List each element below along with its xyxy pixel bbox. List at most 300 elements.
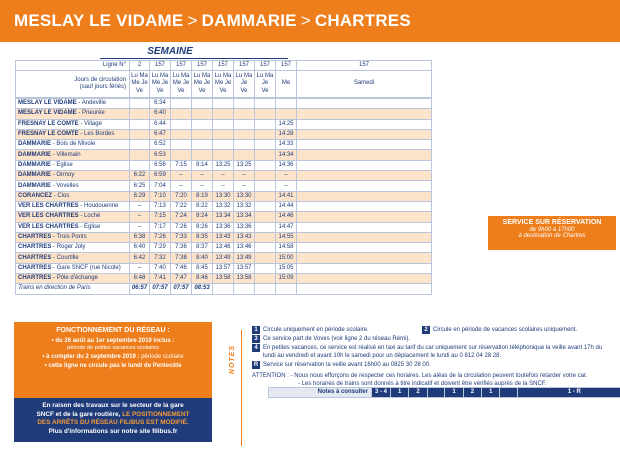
stop-name-cell — [16, 160, 130, 170]
time-cell: 13:32 — [213, 201, 234, 211]
time-cell: – — [276, 181, 297, 191]
time-cell: 14:55 — [276, 232, 297, 242]
note-text: Circule en période de vacances scolaires uniquement. — [433, 327, 578, 333]
time-cell: 7:13 — [150, 201, 171, 211]
time-cell: 7:22 — [171, 201, 192, 211]
time-cell — [234, 140, 255, 150]
route-destination: CHARTRES — [314, 11, 411, 30]
time-cell: 13:57 — [234, 263, 255, 273]
route-title — [14, 11, 411, 31]
stop-place: Ormoy — [56, 172, 75, 179]
line-number-cell: 157 — [171, 61, 192, 71]
stop-place: Villemain — [56, 151, 81, 158]
time-cell — [255, 129, 276, 139]
time-cell — [297, 150, 432, 160]
notes-cell: 2 — [409, 387, 427, 397]
stop-place: Eglise — [56, 161, 73, 168]
time-cell — [255, 160, 276, 170]
time-cell: 7:10 — [150, 191, 171, 201]
time-cell: 6:56 — [150, 160, 171, 170]
time-cell: 13:57 — [213, 263, 234, 273]
days-text: Lu Ma — [214, 72, 232, 79]
time-cell: 14:47 — [276, 222, 297, 232]
time-cell: – — [130, 201, 150, 211]
note — [422, 326, 612, 334]
time-cell: 6:59 — [150, 171, 171, 181]
line-number-cell: 157 — [276, 61, 297, 71]
time-cell — [297, 253, 432, 263]
table-row — [16, 99, 432, 109]
stop-separator: - — [51, 151, 57, 158]
operation-item: • cette ligne ne circule pas le lundi de Pentecôte — [44, 363, 182, 369]
time-cell: 7:26 — [171, 222, 192, 232]
time-cell — [171, 140, 192, 150]
table-row — [16, 191, 432, 201]
days-text: Me Je — [131, 80, 148, 87]
operation-item-text: • à compter du 2 septembre 2019 : — [42, 354, 140, 360]
stop-town: DAMMARIE — [18, 151, 51, 158]
stop-place: Vovelles — [56, 182, 79, 189]
days-cell — [297, 71, 432, 98]
stop-separator: - — [51, 254, 57, 261]
time-cell: 6:25 — [130, 181, 150, 191]
time-cell: 7:17 — [150, 222, 171, 232]
time-cell — [255, 99, 276, 109]
days-cell — [234, 71, 255, 98]
time-cell — [276, 99, 297, 109]
time-cell: 14:41 — [276, 191, 297, 201]
time-cell — [213, 140, 234, 150]
time-cell: 15:09 — [276, 274, 297, 284]
train-time-cell — [276, 284, 297, 294]
stop-separator: - — [51, 141, 57, 148]
time-cell: 7:15 — [150, 212, 171, 222]
time-cell: 13:34 — [213, 212, 234, 222]
days-text: Lu Ma — [235, 72, 253, 79]
stop-separator: - — [78, 223, 85, 230]
time-cell — [297, 212, 432, 222]
time-cell: 6:29 — [130, 191, 150, 201]
table-row — [16, 222, 432, 232]
works-highlight: DES ARRÊTS DU RÉSEAU FILIBUS EST MODIFIÉ. — [37, 419, 189, 426]
stop-town: CHARTRES — [18, 234, 52, 240]
stop-separator: - — [51, 234, 57, 240]
stop-town: DAMMARIE — [18, 141, 51, 148]
time-cell: 15:00 — [276, 253, 297, 263]
stop-town: DAMMARIE — [18, 172, 51, 179]
stop-separator: - — [76, 100, 82, 107]
semaine-underline — [100, 58, 288, 59]
time-cell: 13:49 — [234, 253, 255, 263]
time-cell — [255, 171, 276, 181]
time-cell — [255, 232, 276, 242]
time-cell: 13:46 — [213, 243, 234, 253]
service-box-hours: de 9h00 à 17h00 — [529, 227, 575, 233]
time-cell — [255, 109, 276, 119]
time-cell: – — [171, 171, 192, 181]
stop-town: DAMMARIE — [18, 161, 51, 168]
time-cell — [171, 119, 192, 129]
days-text: Ve — [261, 87, 269, 94]
time-cell — [297, 222, 432, 232]
route-separator: > — [187, 11, 198, 30]
stop-name-cell — [16, 263, 130, 273]
time-cell: 8:40 — [192, 253, 213, 263]
days-cell — [255, 71, 276, 98]
time-cell: 13:30 — [213, 191, 234, 201]
time-cell: 8:46 — [192, 274, 213, 284]
works-line: En raison des travaux sur le secteur de la gare — [42, 402, 184, 409]
stop-separator: - — [51, 275, 57, 282]
table-row — [16, 263, 432, 273]
time-cell: 8:22 — [192, 201, 213, 211]
stop-name-cell — [16, 150, 130, 160]
time-cell: 6:53 — [150, 150, 171, 160]
stop-town: MESLAY LE VIDAME — [18, 100, 77, 107]
notes-cell: 1 - R — [518, 387, 620, 397]
time-cell: 13:46 — [234, 243, 255, 253]
stop-name-cell — [16, 201, 130, 211]
days-text: Lu Ma — [151, 72, 169, 79]
train-time-cell: 07:57 — [150, 284, 171, 294]
train-time-cell — [234, 284, 255, 294]
note-badge: 4 — [252, 344, 260, 352]
network-operation-title: FONCTIONNEMENT DU RÉSEAU : — [56, 327, 170, 334]
line-number-cell: 157 — [234, 61, 255, 71]
time-cell — [130, 160, 150, 170]
days-cell — [150, 71, 171, 98]
train-time-cell: 08:53 — [192, 284, 213, 294]
days-text: Lu Ma — [131, 72, 148, 79]
stop-name-cell — [16, 129, 130, 139]
line-number-cell: 157 — [297, 61, 432, 71]
line-number-cell: 2 — [130, 61, 150, 71]
time-cell: – — [234, 181, 255, 191]
stop-town: CHARTRES — [18, 254, 52, 261]
stop-separator: - — [78, 120, 85, 127]
notes-cell: 1 — [482, 387, 500, 397]
days-text: Me — [281, 80, 291, 87]
works-line — [20, 411, 206, 420]
stop-place: Gare SNCF (rue Nicole) — [56, 264, 121, 271]
time-cell: 13:49 — [213, 253, 234, 263]
stop-name-cell — [16, 232, 130, 242]
time-cell: 8:45 — [192, 263, 213, 273]
line-number-row — [16, 61, 432, 71]
notes-cell — [500, 387, 518, 397]
time-cell: – — [130, 222, 150, 232]
stop-place: Prieurée — [82, 110, 105, 117]
stop-name-cell — [16, 109, 130, 119]
days-text: Lu Ma — [256, 72, 274, 79]
stop-separator: - — [52, 192, 58, 199]
trains-label: Trains en direction de Paris — [16, 284, 130, 294]
stop-separator: - — [78, 203, 85, 210]
note-row — [252, 344, 616, 360]
stop-name-cell — [16, 243, 130, 253]
table-row — [16, 150, 432, 160]
note-row — [252, 361, 616, 369]
note — [252, 326, 422, 334]
time-cell — [234, 150, 255, 160]
time-cell: 8:19 — [192, 191, 213, 201]
stop-name-cell — [16, 212, 130, 222]
time-cell: – — [192, 181, 213, 191]
time-cell: 7:36 — [171, 243, 192, 253]
attention-text-2: - Les horaires de trains sont donnés à titre indicatif et doivent être vérifiés auprès de la SNCF. — [298, 381, 547, 387]
time-cell: 13:58 — [234, 274, 255, 284]
time-cell: – — [234, 171, 255, 181]
time-cell: 7:15 — [171, 160, 192, 170]
notes-cell — [427, 387, 445, 397]
time-cell — [192, 129, 213, 139]
time-cell: 6:47 — [150, 129, 171, 139]
time-cell — [297, 140, 432, 150]
days-cell — [171, 71, 192, 98]
time-cell — [297, 99, 432, 109]
time-cell — [234, 119, 255, 129]
service-box-destination: à destination de Chartres — [518, 233, 586, 239]
stop-town: VER LES CHARTRES — [18, 223, 79, 230]
time-cell — [234, 109, 255, 119]
time-cell: 13:25 — [213, 160, 234, 170]
works-highlight: LE POSITIONNEMENT — [122, 410, 190, 418]
table-row — [16, 140, 432, 150]
time-cell: 7:32 — [150, 253, 171, 263]
table-row — [16, 160, 432, 170]
time-cell: 13:43 — [234, 232, 255, 242]
days-text: Samedi — [353, 80, 375, 87]
time-cell: 6:34 — [150, 99, 171, 109]
days-label-line: (sauf jours fériés) — [79, 84, 126, 90]
time-cell — [255, 222, 276, 232]
route-via: DAMMARIE — [201, 11, 297, 30]
table-row — [16, 274, 432, 284]
table-row — [16, 119, 432, 129]
time-cell: – — [213, 181, 234, 191]
time-cell — [171, 99, 192, 109]
days-text: Me Je — [172, 80, 190, 87]
time-cell: 7:29 — [150, 243, 171, 253]
time-cell: 6:40 — [150, 109, 171, 119]
time-cell: – — [171, 181, 192, 191]
route-origin: MESLAY LE VIDAME — [14, 11, 184, 30]
works-notice — [14, 398, 212, 442]
notes-sidebar — [228, 330, 242, 446]
line-number-cell: 157 — [213, 61, 234, 71]
time-cell — [255, 119, 276, 129]
stop-place: Pôle d'échange — [56, 275, 98, 282]
time-cell — [171, 129, 192, 139]
days-text: Ve — [219, 87, 227, 94]
time-cell — [234, 99, 255, 109]
operation-item — [22, 354, 204, 360]
time-cell: 6:48 — [130, 274, 150, 284]
days-label-line: Jours de circulation — [74, 76, 126, 83]
stop-town: MESLAY LE VIDAME — [18, 110, 77, 117]
train-time-cell: 07:57 — [171, 284, 192, 294]
time-cell — [192, 150, 213, 160]
stop-separator: - — [51, 172, 57, 179]
note-text: Circule uniquement en période scolaire. — [263, 327, 369, 333]
days-cell — [192, 71, 213, 98]
time-cell — [297, 274, 432, 284]
note-badge: R — [253, 362, 259, 368]
stop-town: CHARTRES — [18, 264, 52, 271]
stop-place: Village — [84, 120, 102, 127]
table-row — [16, 201, 432, 211]
line-number-cell: 157 — [255, 61, 276, 71]
stop-name-cell — [16, 181, 130, 191]
time-cell: 14:34 — [276, 150, 297, 160]
time-cell: 6:42 — [130, 253, 150, 263]
days-cell — [213, 71, 234, 98]
time-cell — [297, 191, 432, 201]
service-box-title: SERVICE SUR RÉSERVATION — [502, 219, 602, 226]
days-text: Ve — [240, 87, 248, 94]
stop-name-cell — [16, 171, 130, 181]
stop-place: Trois Ponts — [56, 234, 87, 240]
stop-name-cell — [16, 253, 130, 263]
time-cell — [192, 99, 213, 109]
time-cell — [213, 150, 234, 160]
time-cell: 14:36 — [276, 160, 297, 170]
time-cell: 14:28 — [276, 129, 297, 139]
time-cell: 13:36 — [213, 222, 234, 232]
time-cell: 7:04 — [150, 181, 171, 191]
stop-separator: - — [51, 182, 57, 189]
stop-town: FRESNAY LE COMTE — [18, 131, 79, 138]
semaine-title: SEMAINE — [147, 46, 193, 57]
time-cell: 8:14 — [192, 160, 213, 170]
time-cell — [255, 150, 276, 160]
time-cell — [213, 109, 234, 119]
time-cell — [255, 140, 276, 150]
line-number-cell: 157 — [150, 61, 171, 71]
time-cell: 8:24 — [192, 212, 213, 222]
days-cell — [130, 71, 150, 98]
stop-place: Courtille — [56, 254, 79, 261]
stop-town: CORANCEZ — [18, 192, 52, 199]
time-cell: – — [276, 171, 297, 181]
notes-list — [252, 326, 616, 388]
note-badge: 3 — [252, 335, 260, 343]
time-cell: – — [130, 263, 150, 273]
stop-town: VER LES CHARTRES — [18, 213, 79, 220]
table-row — [16, 232, 432, 242]
time-cell — [297, 243, 432, 253]
stop-name-cell — [16, 222, 130, 232]
stop-place: Eglise — [84, 223, 101, 230]
stop-name-cell — [16, 99, 130, 109]
time-cell — [255, 181, 276, 191]
time-cell: 13:58 — [213, 274, 234, 284]
notes-row — [268, 387, 620, 398]
days-text: Lu Ma — [193, 72, 211, 79]
table-row — [16, 181, 432, 191]
time-cell — [171, 109, 192, 119]
time-cell: 7:20 — [171, 191, 192, 201]
time-cell — [171, 150, 192, 160]
train-time-cell — [213, 284, 234, 294]
train-time-cell: 06:57 — [130, 284, 150, 294]
table-row — [16, 253, 432, 263]
stop-town: CHARTRES — [18, 275, 52, 282]
time-cell: 7:38 — [171, 253, 192, 263]
time-cell — [130, 119, 150, 129]
time-cell — [297, 160, 432, 170]
time-cell: 7:33 — [171, 232, 192, 242]
trains-row — [16, 284, 432, 294]
time-cell — [297, 263, 432, 273]
notes-cell: 1 — [445, 387, 463, 397]
time-cell — [255, 263, 276, 273]
time-cell — [130, 99, 150, 109]
time-cell: 13:34 — [234, 212, 255, 222]
time-cell — [297, 201, 432, 211]
days-text: Ve — [156, 87, 164, 94]
network-operation-box — [14, 322, 212, 398]
stop-place: Les Bordes — [84, 131, 115, 138]
time-cell — [297, 109, 432, 119]
note-badge: 2 — [422, 326, 430, 334]
time-cell: 6:44 — [150, 119, 171, 129]
days-text: Me Je — [214, 80, 232, 87]
time-cell — [213, 99, 234, 109]
stop-place: Roger Joly — [56, 244, 86, 251]
time-cell — [297, 119, 432, 129]
time-cell: 6:22 — [130, 171, 150, 181]
note-text: En petites vacances, ce service est réalisé en taxi au tarif du car uniquement sur réservation téléphonique la veille avant 17h du lundi au vendredi et avant 10h le samedi pour un déplacement le lundi au 0 812 04 28 28. — [263, 345, 603, 359]
time-cell: 14:33 — [276, 140, 297, 150]
time-cell — [297, 232, 432, 242]
time-cell — [192, 119, 213, 129]
stop-separator: - — [78, 131, 85, 138]
line-number-label: Ligne N° — [16, 61, 130, 71]
note-text: Ce service part de Voves (voir ligne 2 du réseau Rémi). — [263, 336, 411, 342]
works-text: SNCF et de la gare routière, — [36, 410, 121, 418]
days-text: Ve — [198, 87, 206, 94]
time-cell — [255, 274, 276, 284]
time-cell — [297, 181, 432, 191]
attention-text: ATTENTION : - Nous nous efforçons de respecter ces horaires. Les aléas de la circulation peuvent toutefois retarder votre car. — [252, 373, 588, 379]
time-cell: 7:41 — [150, 274, 171, 284]
time-cell: 14:44 — [276, 201, 297, 211]
time-cell — [130, 109, 150, 119]
notes-cell: 3 - 4 — [371, 387, 390, 397]
time-cell: 6:38 — [130, 232, 150, 242]
time-cell — [130, 140, 150, 150]
time-cell: 14:25 — [276, 119, 297, 129]
table-row — [16, 109, 432, 119]
days-text: Je — [261, 80, 269, 87]
time-cell: 13:30 — [234, 191, 255, 201]
notes-cell: 1 — [391, 387, 409, 397]
stop-separator: - — [51, 244, 57, 251]
time-cell — [255, 212, 276, 222]
works-link-line: Plus d'informations sur notre site filibus.fr — [48, 427, 178, 435]
time-cell: 8:26 — [192, 222, 213, 232]
time-cell: 13:25 — [234, 160, 255, 170]
table-row — [16, 212, 432, 222]
time-cell: 8:35 — [192, 232, 213, 242]
stop-place: Bois de Mivoie — [56, 141, 96, 148]
stop-town: CHARTRES — [18, 244, 52, 251]
stop-name-cell — [16, 119, 130, 129]
table-row — [16, 243, 432, 253]
stop-name-cell — [16, 274, 130, 284]
route-separator: > — [300, 11, 311, 30]
